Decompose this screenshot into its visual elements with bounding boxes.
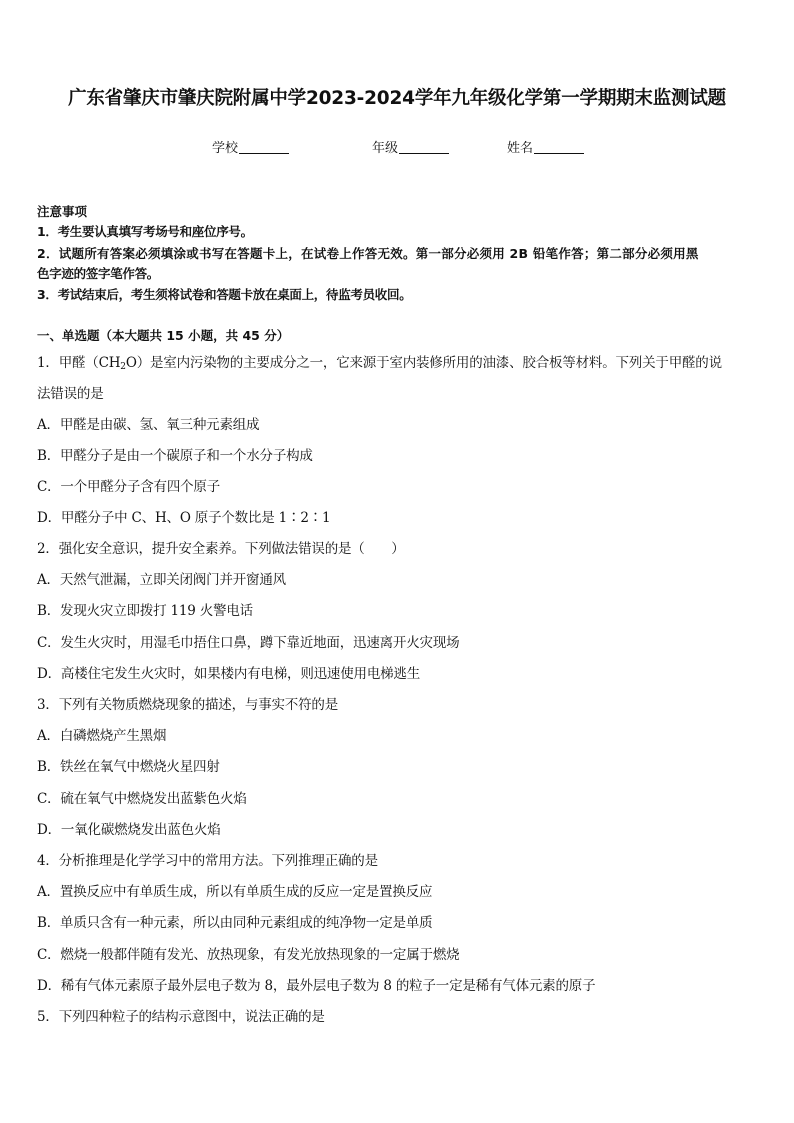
option-d: D．高楼住宅发生火灾时，如果楼内有电梯，则迅速使用电梯逃生 (37, 666, 421, 682)
option-a: A．甲醛是由碳、氢、氧三种元素组成 (37, 417, 260, 433)
notes-heading: 注意事项 (37, 204, 88, 219)
grade-blank[interactable] (399, 139, 449, 154)
subscript: 2 (120, 362, 126, 372)
option-c: C．发生火灾时，用湿毛巾捂住口鼻，蹲下靠近地面，迅速离开火灾现场 (37, 635, 460, 651)
stem-text: O）是室内污染物的主要成分之一，它来源于室内装修所用的油漆、胶合板等材料。下列关于甲醛的说 (125, 355, 722, 371)
section-heading: 一、单选题（本大题共 15 小题，共 45 分） (37, 328, 290, 343)
option-a: A．白磷燃烧产生黑烟 (37, 728, 167, 744)
option-b: B．单质只含有一种元素，所以由同种元素组成的纯净物一定是单质 (37, 915, 433, 931)
school-label: 学校 (212, 141, 239, 156)
name-field[interactable] (507, 139, 584, 158)
grade-field[interactable] (372, 139, 449, 158)
option-a: A．置换反应中有单质生成，所以有单质生成的反应一定是置换反应 (37, 884, 433, 900)
name-label: 姓名 (507, 141, 534, 156)
question-stem: 法错误的是 (37, 386, 104, 402)
question-stem (37, 354, 764, 372)
grade-label: 年级 (372, 141, 399, 156)
notes-item: 色字迹的签字笔作答。 (37, 266, 160, 281)
stem-text: 1．甲醛（CH (37, 355, 121, 371)
notes-item: 2．试题所有答案必须填涂或书写在答题卡上，在试卷上作答无效。第一部分必须用 2B 铅笔作答；第二部分必须用黑 (37, 246, 699, 261)
exam-title: 广东省肇庆市肇庆院附属中学2023-2024学年九年级化学第一学期期末监测试题 (68, 88, 726, 109)
option-c: C．硫在氧气中燃烧发出蓝紫色火焰 (37, 791, 247, 807)
option-d: D．甲醛分子中 C、H、O 原子个数比是 1∶2∶1 (37, 510, 331, 526)
option-b: B．甲醛分子是由一个碳原子和一个水分子构成 (37, 448, 313, 464)
option-b: B．铁丝在氧气中燃烧火星四射 (37, 759, 220, 775)
school-blank[interactable] (239, 139, 289, 154)
school-field[interactable] (212, 139, 289, 158)
notes-item: 3．考试结束后，考生须将试卷和答题卡放在桌面上，待监考员收回。 (37, 287, 412, 302)
name-blank[interactable] (534, 139, 584, 154)
notes-item: 1．考生要认真填写考场号和座位序号。 (37, 224, 253, 239)
option-d: D．一氧化碳燃烧发出蓝色火焰 (37, 822, 221, 838)
question-stem: 5．下列四种粒子的结构示意图中，说法正确的是 (37, 1009, 325, 1025)
option-d: D．稀有气体元素原子最外层电子数为 8，最外层电子数为 8 的粒子一定是稀有气体元素的原子 (37, 978, 596, 994)
option-c: C．一个甲醛分子含有四个原子 (37, 479, 221, 495)
question-stem: 3．下列有关物质燃烧现象的描述，与事实不符的是 (37, 697, 338, 713)
question-stem: 2．强化安全意识，提升安全素养。下列做法错误的是（ ） (37, 541, 405, 557)
option-c: C．燃烧一般都伴随有发光、放热现象，有发光放热现象的一定属于燃烧 (37, 947, 460, 963)
option-b: B．发现火灾立即拨打 119 火警电话 (37, 603, 253, 619)
question-stem: 4．分析推理是化学学习中的常用方法。下列推理正确的是 (37, 853, 378, 869)
option-a: A．天然气泄漏，立即关闭阀门并开窗通风 (37, 572, 286, 588)
